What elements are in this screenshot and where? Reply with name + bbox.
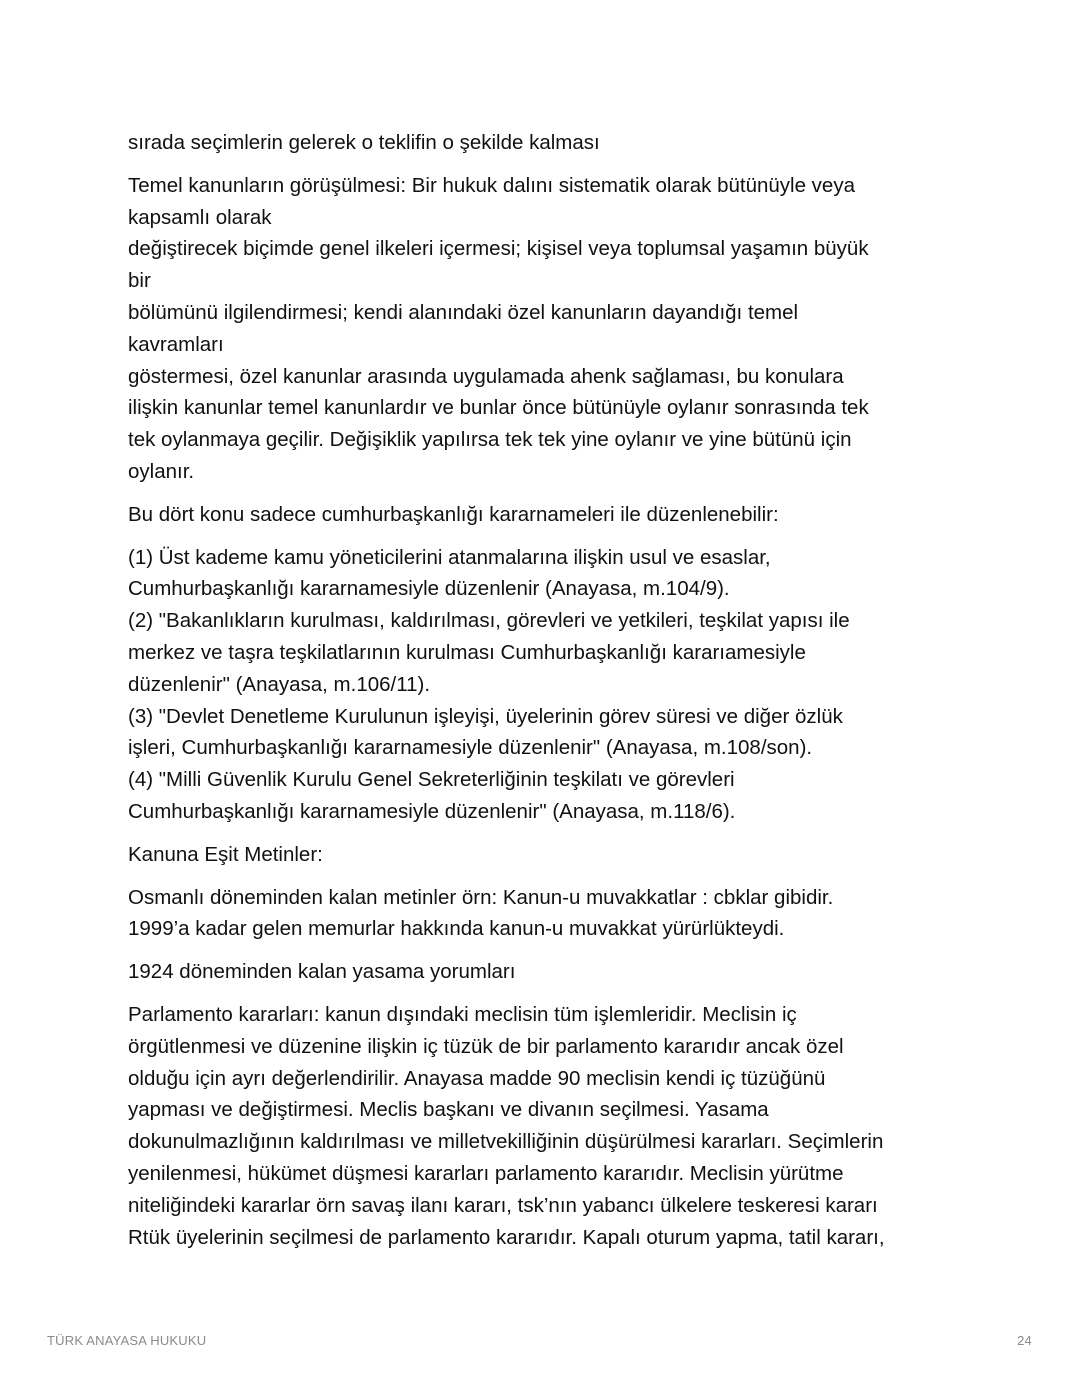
document-body [128, 127, 968, 1264]
text-line: yenilenmesi, hükümet düşmesi kararları parlamento kararıdır. Meclisin yürütme [128, 1161, 844, 1185]
text-line: Rtük üyelerinin seçilmesi de parlamento kararıdır. Kapalı oturum yapma, tatil kararı, [128, 1225, 885, 1249]
paragraph [128, 542, 968, 828]
text-line: kapsamlı olarak [128, 205, 272, 229]
text-line: işleri, Cumhurbaşkanlığı kararnamesiyle düzenlenir" (Anayasa, m.108/son). [128, 736, 813, 760]
paragraph [128, 956, 968, 988]
footer-title: TÜRK ANAYASA HUKUKU [47, 1333, 207, 1348]
page-number: 24 [1017, 1333, 1032, 1348]
text-line: ilişkin kanunlar temel kanunlardır ve bunlar önce bütünüyle oylanır sonrasında tek [128, 396, 869, 420]
text-line: Cumhurbaşkanlığı kararnamesiyle düzenlenir (Anayasa, m.104/9). [128, 577, 730, 601]
text-line: Osmanlı döneminden kalan metinler örn: Kanun-u muvakkatlar : cbklar gibidir. [128, 885, 834, 909]
text-line: (3) "Devlet Denetleme Kurulunun işleyişi, üyelerinin görev süresi ve diğer özlük [128, 704, 843, 728]
text-line: sırada seçimlerin gelerek o teklifin o şekilde kalması [128, 131, 600, 154]
text-line: bölümünü ilgilendirmesi; kendi alanındaki özel kanunların dayandığı temel [128, 300, 799, 324]
text-line: yapması ve değiştirmesi. Meclis başkanı ve divanın seçilmesi. Yasama [128, 1098, 769, 1122]
paragraph [128, 882, 968, 946]
text-line: Kanuna Eşit Metinler: [128, 842, 323, 866]
paragraph [128, 127, 968, 159]
text-line: Temel kanunların görüşülmesi: Bir hukuk dalını sistematik olarak bütünüyle veya [128, 173, 855, 197]
paragraph [128, 999, 968, 1253]
text-line: tek oylanmaya geçilir. Değişiklik yapılırsa tek tek yine oylanır ve yine bütünü için [128, 428, 852, 452]
text-line: düzenlenir" (Anayasa, m.106/11). [128, 672, 431, 696]
text-line: olduğu için ayrı değerlendirilir. Anayasa madde 90 meclisin kendi iç tüzüğünü [128, 1066, 826, 1090]
text-line: (1) Üst kademe kamu yöneticilerini atanmalarına ilişkin usul ve esaslar, [128, 545, 771, 569]
text-line: örgütlenmesi ve düzenine ilişkin iç tüzük de bir parlamento kararıdır ancak özel [128, 1034, 844, 1058]
paragraph [128, 499, 968, 531]
text-line: Bu dört konu sadece cumhurbaşkanlığı kararnameleri ile düzenlenebilir: [128, 502, 779, 526]
text-line: Cumhurbaşkanlığı kararnamesiyle düzenlenir" (Anayasa, m.118/6). [128, 799, 736, 823]
text-line: 1999’a kadar gelen memurlar hakkında kanun-u muvakkat yürürlükteydi. [128, 917, 785, 941]
text-line: değiştirecek biçimde genel ilkeleri içermesi; kişisel veya toplumsal yaşamın büyük [128, 237, 869, 261]
text-line: merkez ve taşra teşkilatlarının kurulması Cumhurbaşkanlığı kararıamesiyle [128, 640, 806, 664]
text-line: dokunulmazlığının kaldırılması ve milletvekilliğinin düşürülmesi kararları. Seçimlerin [128, 1130, 884, 1154]
text-line: Parlamento kararları: kanun dışındaki meclisin tüm işlemleridir. Meclisin iç [128, 1002, 797, 1026]
text-line: (2) "Bakanlıkların kurulması, kaldırılması, görevleri ve yetkileri, teşkilat yapısı ile [128, 609, 850, 633]
text-line: göstermesi, özel kanunlar arasında uygulamada ahenk sağlaması, bu konulara [128, 364, 844, 388]
text-line: 1924 döneminden kalan yasama yorumları [128, 960, 516, 984]
text-line: (4) "Milli Güvenlik Kurulu Genel Sekreterliğinin teşkilatı ve görevleri [128, 768, 735, 792]
text-line: bir [128, 269, 151, 293]
paragraph [128, 839, 968, 871]
paragraph [128, 170, 968, 488]
text-line: kavramları [128, 332, 224, 356]
text-line: niteliğindeki kararlar örn savaş ilanı kararı, tsk’nın yabancı ülkelere teskeresi kararı [128, 1193, 878, 1217]
text-line: oylanır. [128, 459, 195, 483]
